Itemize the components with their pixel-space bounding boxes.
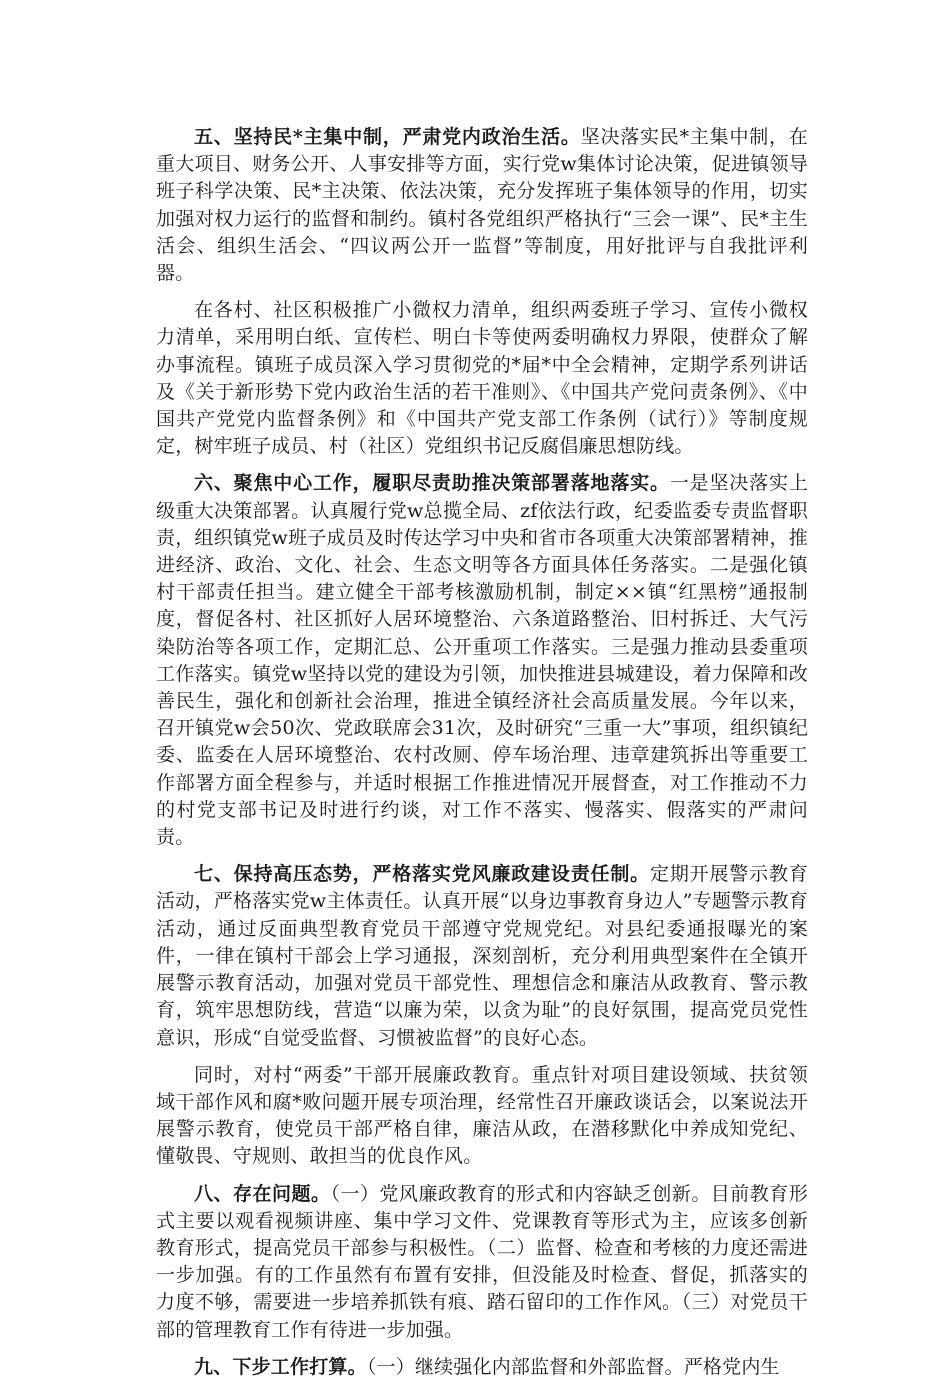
paragraph-text: 在各村、社区积极推广小微权力清单，组织两委班子学习、宣传小微权力清单，采用明白纸、宣传栏、明白卡等使两委明确权力界限，使群众了解办事流程。镇班子成员深入学习贯彻党的*届*中全会精神，定期学系列讲话及《关于新形势下党内政治生活的若干准则》、《中国共产党问责条例》、《中国共产党党内监督条例》和《中国共产党支部工作条例（试行）》等制度规定，树牢班子成员、村（社区）党组织书记反腐倡廉思想防线。 — [156, 299, 808, 458]
section-heading: 六、聚焦中心工作，履职尽责助推决策部署落地落实。 — [194, 472, 670, 495]
paragraph-section-8 — [156, 1181, 808, 1344]
document-page — [156, 124, 808, 1391]
paragraph-section-7-continued — [156, 1062, 808, 1171]
paragraph-text: 定期开展警示教育活动，严格落实党w主体责任。认真开展“以身边事教育身边人”专题警示教育活动，通过反面典型教育党员干部遵守党规党纪。对县纪委通报曝光的案件，一律在镇村干部会上学习通报，深刻剖析，充分利用典型案件在全镇开展警示教育活动，加强对党员干部党性、理想信念和廉洁从政教育、警示教育，筑牢思想防线，营造“以廉为荣，以贪为耻”的良好氛围，提高党员党性意识，形成“自觉受监督、习惯被监督”的良好心态。 — [156, 863, 808, 1049]
paragraph-section-5 — [156, 124, 808, 287]
paragraph-text: （一）党风廉政教育的形式和内容缺乏创新。目前教育形式主要以观看视频讲座、集中学习文件、党课教育等形式为主，应该多创新教育形式，提高党员干部参与积极性。（二）监督、检查和考核的力度还需进一步加强。有的工作虽然有布置有安排，但没能及时检查、督促，抓落实的力度不够，需要进一步培养抓铁有痕、踏石留印的工作作风。（三）对党员干部的管理教育工作有待进一步加强。 — [156, 1182, 808, 1341]
paragraph-text: 坚决落实民*主集中制，在重大项目、财务公开、人事安排等方面，实行党w集体讨论决策，促进镇领导班子科学决策、民*主决策、依法决策，充分发挥班子集体领导的作用，切实加强对权力运行的监督和制约。镇村各党组织严格执行“三会一课”、民*主生活会、组织生活会、“四议两公开一监督”等制度，用好批评与自我批评利器。 — [156, 126, 808, 285]
paragraph-section-5-continued — [156, 297, 808, 460]
section-heading: 九、下步工作打算。 — [194, 1355, 367, 1378]
paragraph-text: 同时，对村“两委”干部开展廉政教育。重点针对项目建设领域、扶贫领域干部作风和腐*败问题开展专项治理，经常性召开廉政谈话会，以案说法开展警示教育，使党员干部严格自律，廉洁从政，在潜移默化中养成知党纪、懂敬畏、守规则、敢担当的优良作风。 — [156, 1063, 808, 1168]
paragraph-section-6 — [156, 470, 808, 851]
section-heading: 八、存在问题。 — [194, 1182, 331, 1205]
paragraph-section-7 — [156, 861, 808, 1051]
paragraph-section-9 — [156, 1354, 808, 1381]
section-heading: 七、保持高压态势，严格落实党风廉政建设责任制。 — [194, 863, 651, 886]
paragraph-text: 一是坚决落实上级重大决策部署。认真履行党w总揽全局、zf依法行政，纪委监委专责监督职责，组织镇党w班子成员及时传达学习中央和省市各项重大决策部署精神，推进经济、政治、文化、社会、生态文明等各方面具体任务落实。二是强化镇村干部责任担当。建立健全干部考核激励机制，制定××镇“红黑榜”通报制度，督促各村、社区抓好人居环境整治、六条道路整治、旧村拆迁、大气污染防治等各项工作，定期汇总、公开重项工作落实。三是强力推动县委重项工作落实。镇党w坚持以党的建设为引领，加快推进县城建设，着力保障和改善民生，强化和创新社会治理，推进全镇经济社会高质量发展。今年以来，召开镇党w会50次、党政联席会31次，及时研究“三重一大”事项，组织镇纪委、监委在人居环境整治、农村改厕、停车场治理、违章建筑拆出等重要工作部署方面全程参与，并适时根据工作推进情况开展督查，对工作推动不力的村党支部书记及时进行约谈，对工作不落实、慢落实、假落实的严肃问责。 — [156, 472, 808, 849]
section-heading: 五、坚持民*主集中制，严肃党内政治生活。 — [194, 126, 581, 148]
paragraph-text: （一）继续强化内部监督和外部监督。严格党内生 — [366, 1355, 780, 1378]
